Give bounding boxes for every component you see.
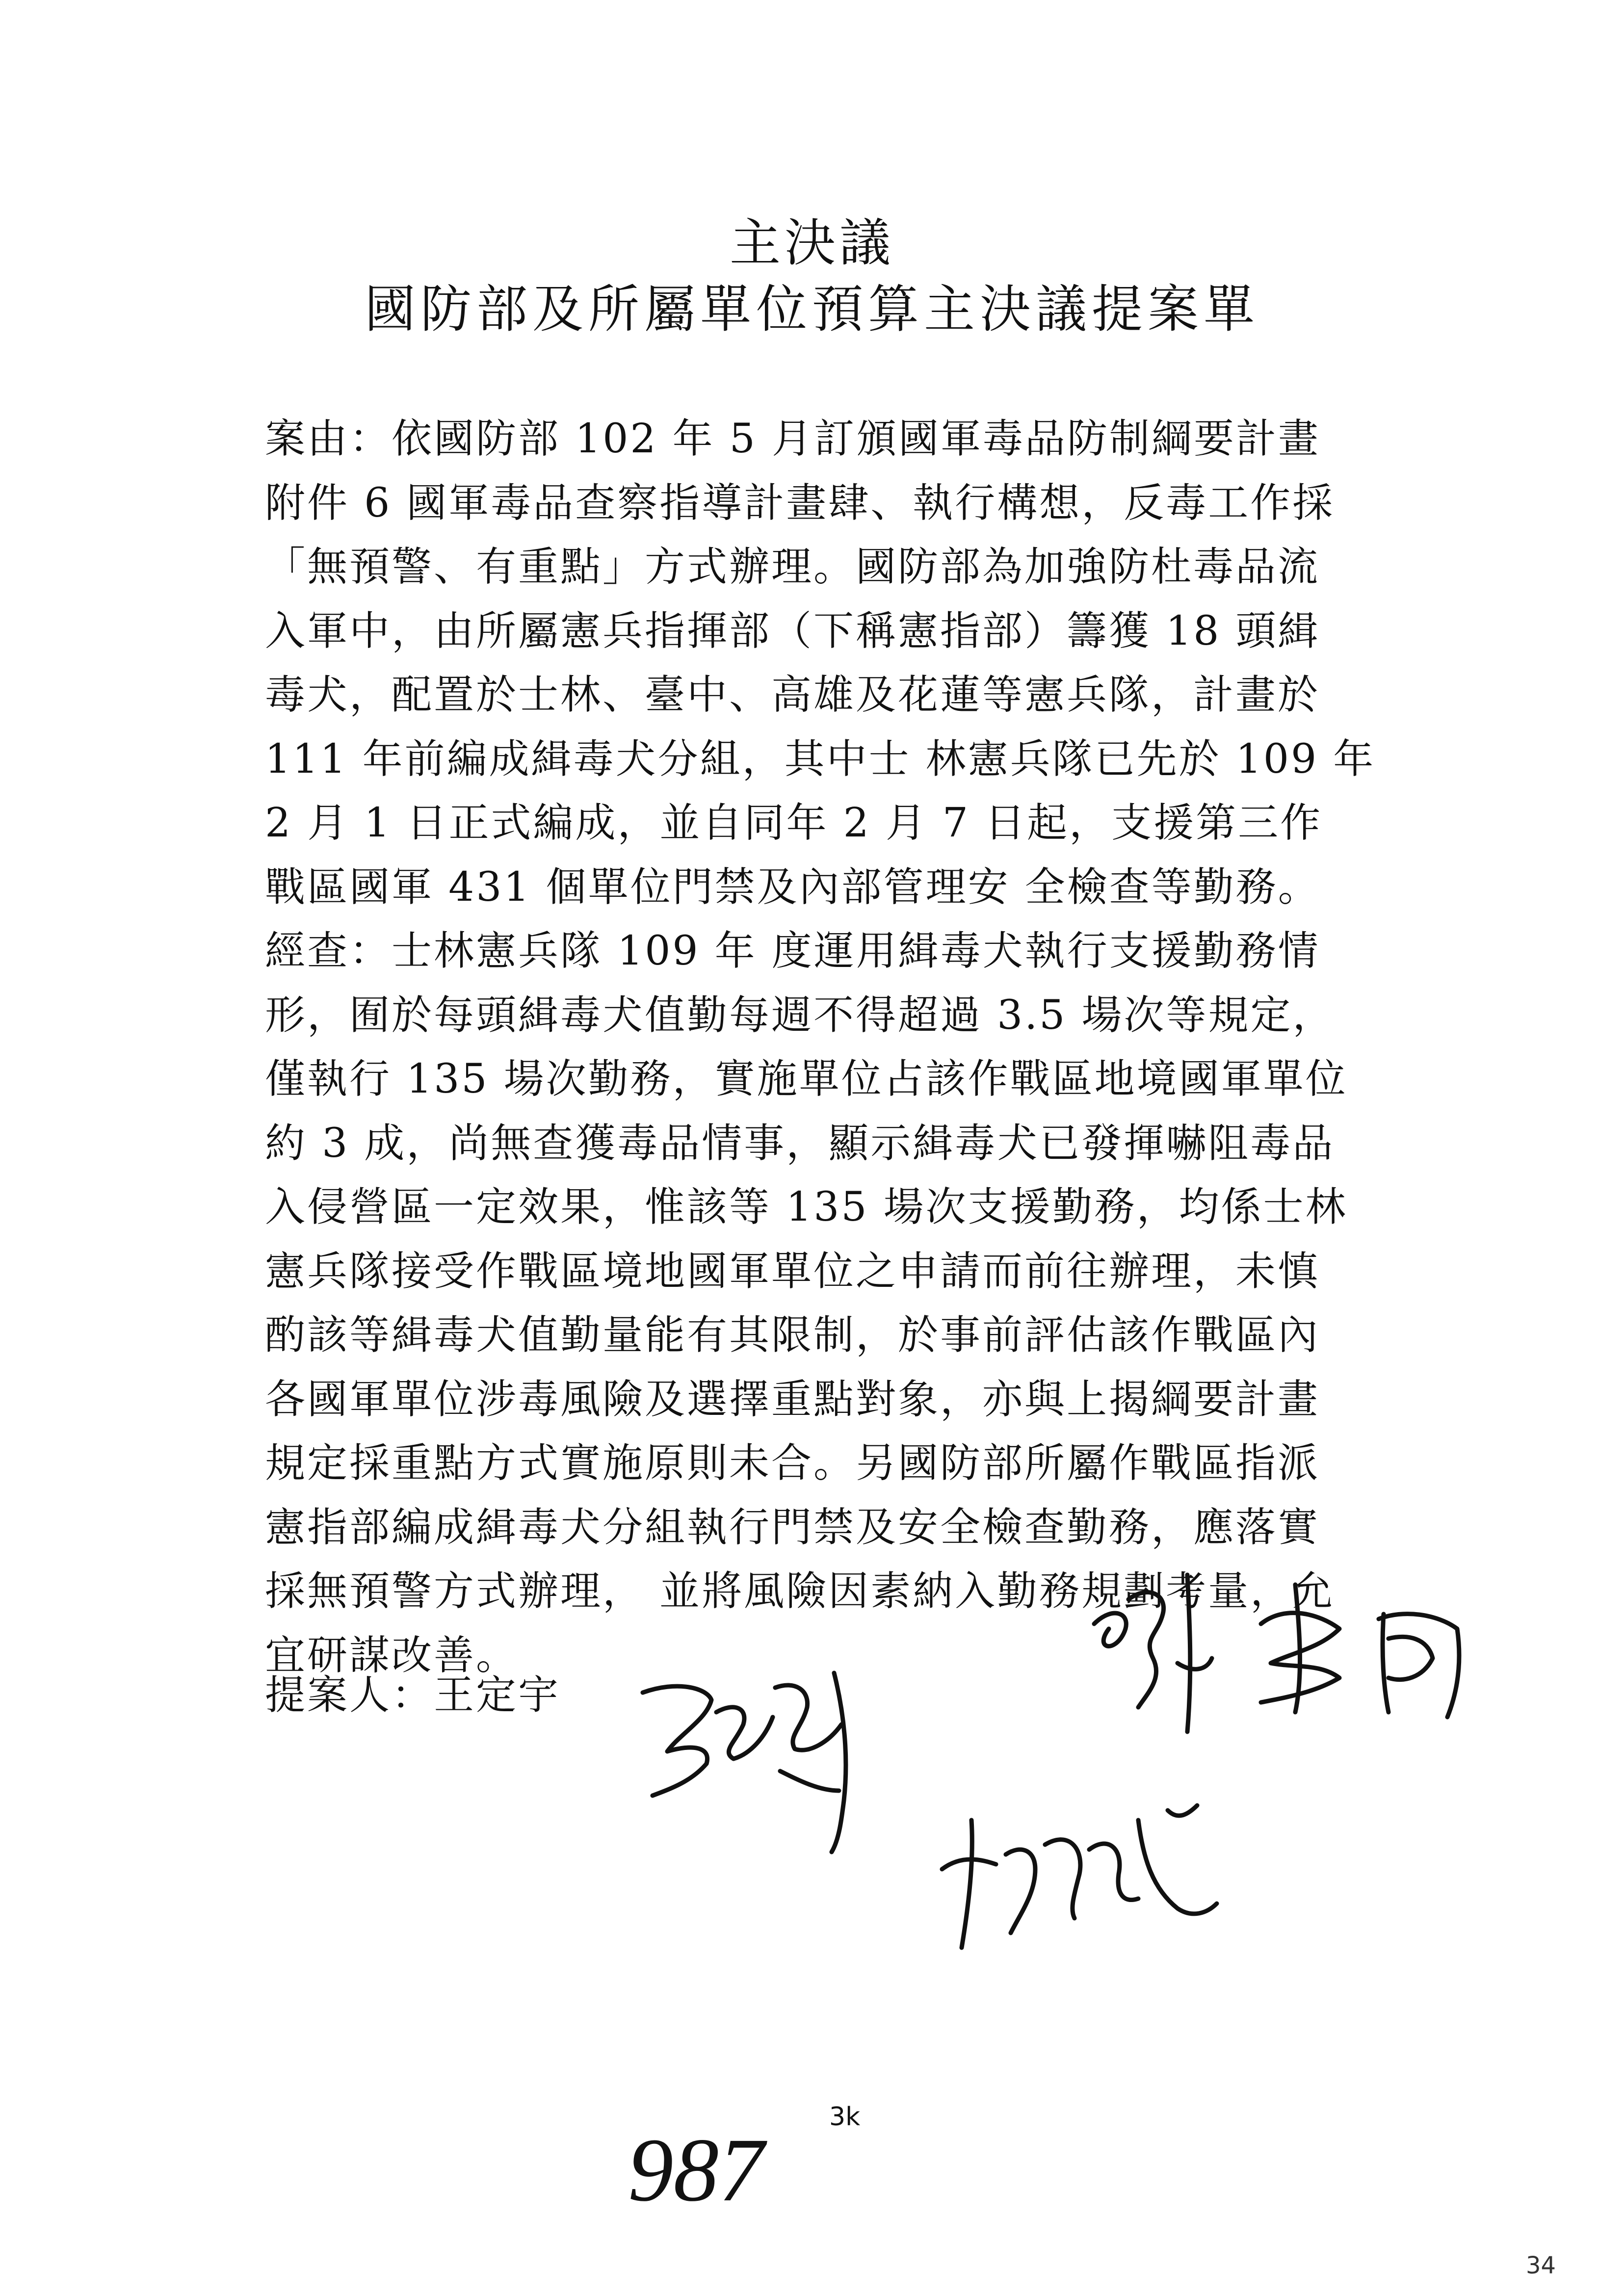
body-line: 111 年前編成緝毒犬分組，其中士 林憲兵隊已先於 109 年 (265, 735, 1376, 783)
body-line: 毒犬，配置於士林、臺中、高雄及花蓮等憲兵隊，計畫於 (265, 672, 1320, 718)
body-line: 附件 6 國軍毒品查察指導計畫肆、執行構想，反毒工作採 (265, 479, 1335, 526)
body-line: 戰區國軍 431 個單位門禁及內部管理安 全檢查等勤務。 (265, 863, 1320, 911)
body-line: 宜研謀改善。 (265, 1632, 519, 1679)
body-line: 約 3 成，尚無查獲毒品情事，顯示緝毒犬已發揮嚇阻毒品 (265, 1120, 1335, 1167)
body-line: 規定採重點方式實施原則未合。另國防部所屬作戰區指派 (265, 1440, 1320, 1487)
body-line: 憲兵隊接受作戰區境地國軍單位之申請而前往辦理，未慎 (265, 1248, 1320, 1295)
body-line: 憲指部編成緝毒犬分組執行門禁及安全檢查勤務，應落實 (265, 1504, 1320, 1551)
document-title: 國防部及所屬單位預算主決議提案單 (364, 279, 1259, 339)
signature-1 (633, 1634, 888, 1859)
signature-2 (1065, 1565, 1506, 1742)
body-line: 僅執行 135 場次勤務，實施單位占該作戰區地境國軍單位 (265, 1056, 1348, 1102)
body-line: 案由：依國防部 102 年 5 月訂頒國軍毒品防制綱要計畫 (265, 416, 1320, 462)
handwritten-number-text: 987 (628, 2120, 764, 2213)
signature-3 (922, 1791, 1227, 1967)
handwritten-number (623, 2114, 785, 2213)
page-mark: 3k (829, 2102, 861, 2132)
body-line: 各國軍單位涉毒風險及選擇重點對象，亦與上揭綱要計畫 (265, 1376, 1320, 1423)
body-line: 經查：士林憲兵隊 109 年 度運用緝毒犬執行支援勤務情 (265, 928, 1320, 974)
body-line: 入侵營區一定效果，惟該等 135 場次支援勤務，均係士林 (265, 1184, 1348, 1230)
document-heading: 主決議 (729, 213, 894, 273)
body-line: 形，囿於每頭緝毒犬值勤每週不得超過 3.5 場次等規定， (265, 991, 1335, 1039)
proposer-label: 提案人：王定宇 (265, 1672, 561, 1719)
body-line: 「無預警、有重點」方式辦理。國防部為加強防杜毒品流 (265, 544, 1320, 590)
body-text (265, 407, 1413, 1688)
body-line: 入軍中，由所屬憲兵指揮部（下稱憲指部）籌獲 18 頭緝 (265, 607, 1320, 654)
corner-mark: 34 (1526, 2252, 1556, 2279)
body-line: 採無預警方式辦理， 並將風險因素納入勤務規劃考量，允 (265, 1568, 1335, 1615)
body-line: 酌該等緝毒犬值勤量能有其限制，於事前評估該作戰區內 (265, 1312, 1320, 1358)
body-line: 2 月 1 日正式編成，並自同年 2 月 7 日起，支援第三作 (265, 800, 1323, 846)
